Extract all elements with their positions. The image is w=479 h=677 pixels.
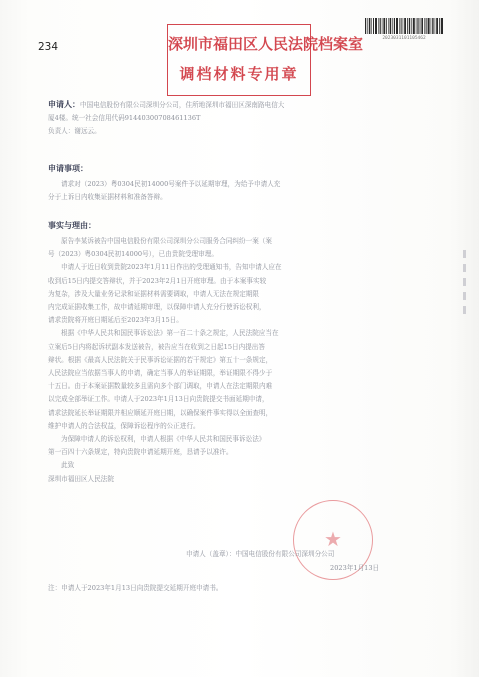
facts-p1-line: 号（2023）粤0304民初14000号），已由贵院受理审理。 bbox=[48, 250, 218, 259]
page-number: 234 bbox=[38, 41, 59, 53]
request-heading: 申请事项： bbox=[48, 164, 88, 173]
facts-p1-line: 原告李某诉被告中国电信股份有限公司深圳分公司服务合同纠纷一案（案 bbox=[61, 237, 272, 245]
facts-section bbox=[48, 220, 448, 486]
facts-p3-line: 辩状。根据《最高人民法院关于民事诉讼证据的若干规定》第五十一条规定， bbox=[48, 355, 273, 364]
facts-p2-line: 内完成证据收集工作，故申请延期审理，以保障申请人充分行使诉讼权利， bbox=[48, 303, 266, 312]
stamp-line-1: 深圳市福田区人民法院档案室 bbox=[168, 35, 364, 53]
signature-date: 2023年1月13日 bbox=[330, 564, 380, 572]
facts-p3-line: 请求法院延长举证期限并相应顺延开庭日期，以确保案件事实得以全面查明， bbox=[48, 408, 273, 417]
facts-paragraph-2 bbox=[48, 261, 448, 327]
edge-mark bbox=[463, 250, 466, 258]
archive-stamp bbox=[167, 24, 364, 96]
edge-mark bbox=[463, 306, 466, 314]
barcode-number: 2023031101105462 bbox=[382, 36, 426, 41]
closing-line-2: 深圳市福田区人民法院 bbox=[48, 474, 114, 483]
applicant-line-3: 负责人：谢远云。 bbox=[48, 127, 101, 136]
facts-p4-line: 为保障申请人的诉讼权利，申请人根据《中华人民共和国民事诉讼法》 bbox=[61, 435, 266, 444]
facts-p3-line: 以完成全部举证工作。申请人于2023年1月13日向贵院提交书面延期申请， bbox=[48, 395, 269, 404]
request-section bbox=[48, 163, 280, 204]
edge-mark bbox=[463, 264, 466, 272]
applicant-heading: 申请人： bbox=[48, 100, 80, 109]
barcode bbox=[365, 18, 443, 34]
signature-label: 申请人（盖章）：中国电信股份有限公司深圳分公司 bbox=[186, 550, 335, 558]
facts-p2-line: 为复杂，涉及大量业务记录和证据材料需要调取，申请人无法在规定期限 bbox=[48, 289, 259, 298]
facts-p4-line: 第一百四十六条规定，特向贵院申请延期开庭，恳请予以准许。 bbox=[48, 448, 233, 457]
footnote: 注：申请人于2023年1月13日向贵院提交延期开庭申请书。 bbox=[48, 584, 223, 592]
facts-p3-line: 立案后5日内将起诉状副本发送被告，被告应当在收到之日起15日内提出答 bbox=[48, 342, 265, 351]
applicant-line-2: 厦4楼。统一社会信用代码91440300708461136T bbox=[48, 114, 201, 123]
seal-star-icon: ★ bbox=[324, 527, 342, 551]
facts-p3-line: 人民法院应当依据当事人的申请，确定当事人的举证期限，举证期限不得少于 bbox=[48, 369, 273, 378]
facts-paragraph-3 bbox=[48, 327, 448, 433]
facts-paragraph-1 bbox=[48, 235, 448, 261]
facts-p3-line: 十五日。由于本案证据数量较多且需向多个部门调取，申请人在法定期限内难 bbox=[48, 382, 273, 391]
closing-line-1: 此致 bbox=[61, 461, 75, 470]
facts-paragraph-4 bbox=[48, 433, 448, 459]
facts-p2-line: 请求贵院将开庭日期延后至2023年3月15日。 bbox=[48, 316, 183, 325]
facts-heading: 事实与理由： bbox=[48, 221, 96, 230]
facts-p3-line: 根据《中华人民共和国民事诉讼法》第一百二十条之规定，人民法院应当在 bbox=[61, 329, 279, 338]
request-line-2: 分于上诉日内收集证据材料和准备答辩。 bbox=[48, 193, 167, 202]
facts-p3-line: 维护申请人的合法权益，保障诉讼程序的公正进行。 bbox=[48, 421, 200, 430]
stamp-line-2: 调档材料专用章 bbox=[179, 65, 299, 83]
edge-mark bbox=[463, 292, 466, 300]
facts-p2-line: 收到后15日内提交答辩状，并于2023年2月1日开庭审理。由于本案事实较 bbox=[48, 276, 267, 285]
facts-p2-line: 申请人于近日收到贵院2023年1月11日作出的受理通知书，告知申请人应在 bbox=[61, 263, 282, 272]
page-edge-marks bbox=[462, 250, 468, 320]
applicant-line-1: 中国电信股份有限公司深圳分公司，住所地深圳市福田区深南路电信大 bbox=[80, 101, 285, 109]
request-line-1: 请求对（2023）粤0304民初14000号案件予以延期审理，为给予申请人充 bbox=[61, 180, 281, 188]
applicant-section bbox=[48, 98, 284, 139]
edge-mark bbox=[463, 278, 466, 286]
